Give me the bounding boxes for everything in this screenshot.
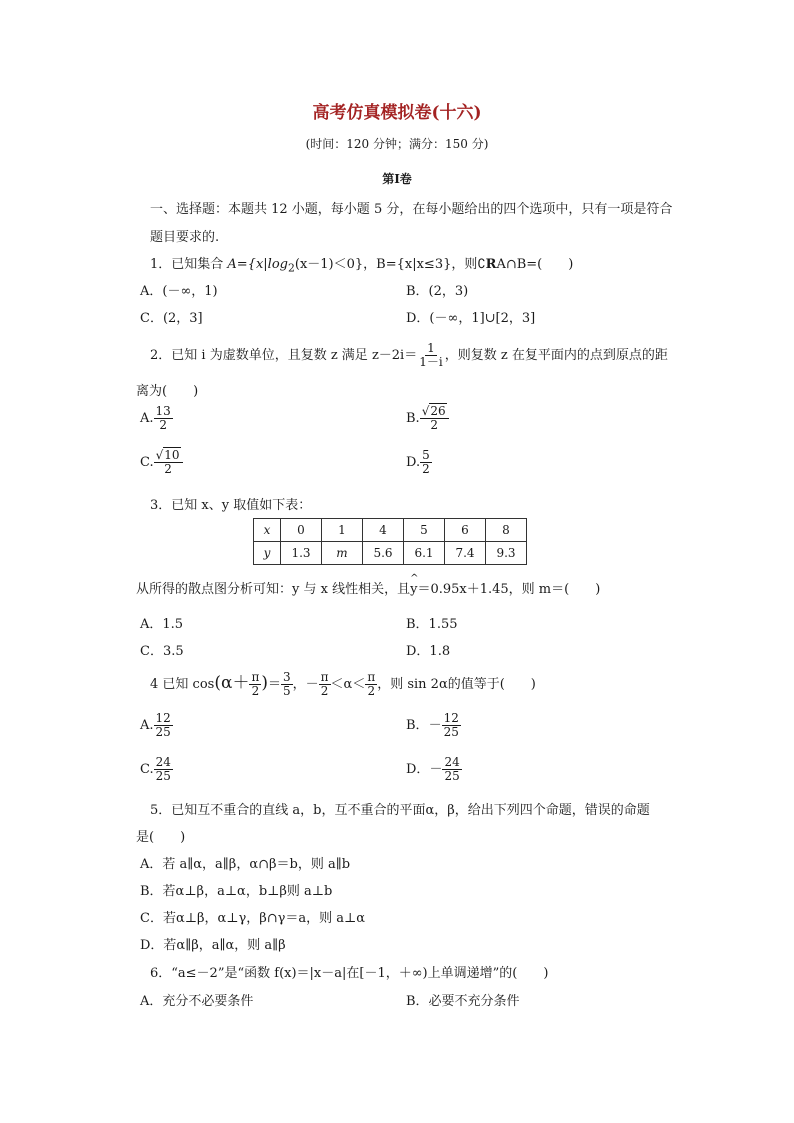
question-2-stem: 2．已知 i 为虚数单位，且复数 z 满足 z－2i＝ $\frac{1}{1-i}$ ，则复数 z 在复平面内的点到原点的距	[150, 341, 668, 369]
q5-option-c: C．若α⊥β，α⊥γ，β∩γ＝a，则 a⊥α	[140, 911, 366, 926]
q1-option-d: D．(－∞，1]∪[2，3]	[406, 311, 536, 326]
question-5-stem: 5．已知互不重合的直线 a，b，互不重合的平面α，β，给出下列四个命题，错误的命题	[150, 803, 650, 818]
q4-option-b: B．－ $\frac{12}{25}$	[406, 711, 459, 739]
table-cell: 0	[281, 519, 322, 542]
q1-option-b: B．(2，3)	[406, 284, 469, 299]
question-3-stem: 3．已知 x、y 取值如下表：	[150, 498, 312, 513]
question-2-stem-cont: 离为( )	[136, 384, 199, 399]
q3-option-a: A．1.5	[140, 617, 184, 632]
question-1-stem: 1．已知集合 $A=\{x|\log_2(x-1)<0\}$，B={x|x≤3}，则∁RA∩B=( )	[150, 257, 574, 275]
q5-option-a: A．若 a∥α，a∥β，α∩β＝b，则 a∥b	[140, 857, 351, 872]
q2-option-d: D. $\frac{5}{2}$	[406, 448, 430, 476]
q4-option-c: C. $\frac{24}{25}$	[140, 755, 171, 783]
table-cell: 9.3	[486, 542, 527, 565]
part-heading: 第Ⅰ卷	[382, 172, 412, 186]
table-cell: m	[322, 542, 363, 565]
q6-option-a: A．充分不必要条件	[140, 994, 254, 1009]
question-4-stem: 4 已知 cos(α＋ $\frac{\pi}{2}$ )＝ $\frac{3}{5}$ ，－ $\frac{\pi}{2}$ ＜α＜ $\frac{\pi}{2}$ ，则 sin 2α的值等于( )	[150, 670, 536, 698]
table-cell: 7.4	[445, 542, 486, 565]
question-5-stem-cont: 是( )	[136, 830, 186, 845]
q2-option-b: B. $\frac{√26}{2}$	[406, 405, 449, 432]
exam-time-score: (时间：120 分钟；满分：150 分)	[305, 137, 489, 151]
exam-title: 高考仿真模拟卷(十六)	[312, 103, 482, 123]
q4-option-a: A. $\frac{12}{25}$	[140, 711, 171, 739]
table-cell: 6.1	[404, 542, 445, 565]
table-cell: 1	[322, 519, 363, 542]
q4-option-d: D．－ $\frac{24}{25}$	[406, 755, 460, 783]
table-cell: 5.6	[363, 542, 404, 565]
q6-option-b: B．必要不充分条件	[406, 994, 520, 1009]
table-row	[254, 542, 527, 565]
xy-value-table	[253, 518, 527, 565]
q2-option-c: C. $\frac{√10}{2}$	[140, 449, 183, 476]
table-cell: x	[254, 519, 281, 542]
table-cell: 1.3	[281, 542, 322, 565]
table-cell: 4	[363, 519, 404, 542]
table-row	[254, 519, 527, 542]
q5-option-b: B．若α⊥β，a⊥α，b⊥β则 a⊥b	[140, 884, 333, 899]
q2-option-a: A. $\frac{13}{2}$	[140, 404, 171, 432]
table-cell: y	[254, 542, 281, 565]
table-cell: 5	[404, 519, 445, 542]
section-intro: 一、选择题：本题共 12 小题，每小题 5 分，在每小题给出的四个选项中，只有一项是符合题目要求的.	[150, 202, 673, 245]
q3-option-c: C．3.5	[140, 644, 184, 659]
question-6-stem: 6．“a≤－2”是“函数 f(x)＝|x－a|在[－1，＋∞)上单调递增”的( )	[150, 966, 549, 981]
table-cell: 8	[486, 519, 527, 542]
q3-option-b: B．1.55	[406, 617, 458, 632]
q5-option-d: D．若α∥β，a∥α，则 a∥β	[140, 938, 286, 953]
table-cell: 6	[445, 519, 486, 542]
q1-option-a: A．(－∞，1)	[140, 284, 218, 299]
q3-option-d: D．1.8	[406, 644, 451, 659]
q1-option-c: C．(2，3]	[140, 311, 203, 326]
question-3-stem-cont: 从所得的散点图分析可知：y 与 x 线性相关，且^ y＝0.95x＋1.45，则 m＝( )	[136, 578, 600, 597]
